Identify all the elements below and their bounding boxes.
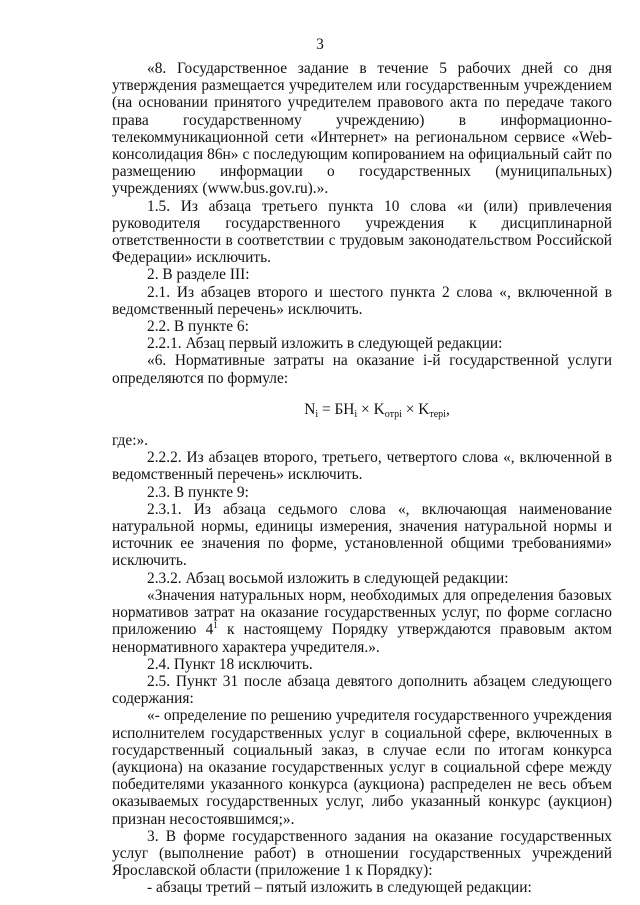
paragraph-2-4: 2.4. Пункт 18 исключить. [147,655,313,673]
quote-norms-after: к настоящему Порядку утверждаются правовым актом ненормативного характера учредителя.». [112,621,613,656]
paragraph-2-2-1: 2.2.1. Абзац первый изложить в следующей редакции: [147,335,503,353]
paragraph-2: 2. В разделе III: [147,266,250,284]
formula-lhs-sub: i [315,408,319,420]
paragraph-quote-6: «6. Нормативные затраты на оказание i-й государственной услуги определяются по формуле: [112,352,612,387]
formula-end: , [445,400,450,418]
formula-k2-sub: терi [429,408,446,420]
paragraph-quote-norms [112,587,612,656]
formula-times-1: × K [357,400,385,418]
paragraph-2-1: 2.1. Из абзацев второго и шестого пункта 2 слова «, включенной в ведомственный перечень» исключить. [112,283,612,318]
formula [112,401,612,418]
paragraph-2-5: 2.5. Пункт 31 после абзаца девятого дополнить абзацем следующего содержания: [112,672,612,708]
paragraph-2-3-2: 2.3.2. Абзац восьмой изложить в следующей редакции: [147,569,509,587]
paragraph-3-dash: - абзацы третий – пятый изложить в следующей редакции: [147,879,532,897]
quote-norms-sup: 1 [213,620,218,631]
paragraph-2-3-1: 2.3.1. Из абзаца седьмого слова «, включающая наименование натуральной нормы, единицы измерения, значения натуральной нормы и источник ее значения по форме, установленной общими требованиями» исключить. [112,500,612,570]
paragraph-2-2-2: 2.2.2. Из абзацев второго, третьего, четвертого слова «, включенной в ведомственный перечень» исключить. [112,449,612,484]
formula-bn-sub: i [354,408,358,420]
quote-norms-before: «Значения натуральных норм, необходимых для определения базовых нормативов затрат на оказание государственных услуг, по форме согласно приложению 4 [112,586,612,639]
document-body [112,60,612,897]
formula-eq: = БН [318,400,355,418]
formula-lhs: N [304,400,316,418]
formula-k1-sub: отрi [384,408,402,420]
paragraph-2-2: 2.2. В пункте 6: [147,318,249,336]
paragraph-3: 3. В форме государственного задания на оказание государственных услуг (выполнение работ) в отношении государственных учреждений Ярославской области (приложение 1 к Порядку): [112,827,612,880]
paragraph-1-5: 1.5. Из абзаца третьего пункта 10 слова «и (или) привлечения руководителя государственного учреждения к дисциплинарной ответственности в соответствии с трудовым законодательством Российской Федерации» исключить. [112,197,612,267]
page-number: 3 [316,36,324,53]
paragraph-2-3: 2.3. В пункте 9: [147,483,249,501]
paragraph-quote-definition: «- определение по решению учредителя государственного учреждения исполнителем государственных услуг в социальной сфере, включенных в государственный социальный заказ, в случае если по итогам конкурса (аукциона) на оказание государственных услуг в социальной сфере между победителями указанного конкурса (аукциона) распределен не весь объем оказываемых государственных услуг, либо указанный конкурс (аукцион) признан несостоявшимся;». [112,707,612,828]
formula-times-2: × K [401,400,430,418]
paragraph-8: «8. Государственное задание в течение 5 рабочих дней со дня утверждения размещается учредителем или государственным учреждением (на основании принятого учредителем правового акта по передаче такого права государственному учреждению) в информационно-телекоммуникационной сети «Интернет» на региональном сервисе «Web-консолидация 86н» с последующим копированием на официальный сайт по размещению информации о государственных (муниципальных) учреждениях (www.bus.gov.ru).». [112,60,612,198]
paragraph-gde: где:». [112,432,149,450]
